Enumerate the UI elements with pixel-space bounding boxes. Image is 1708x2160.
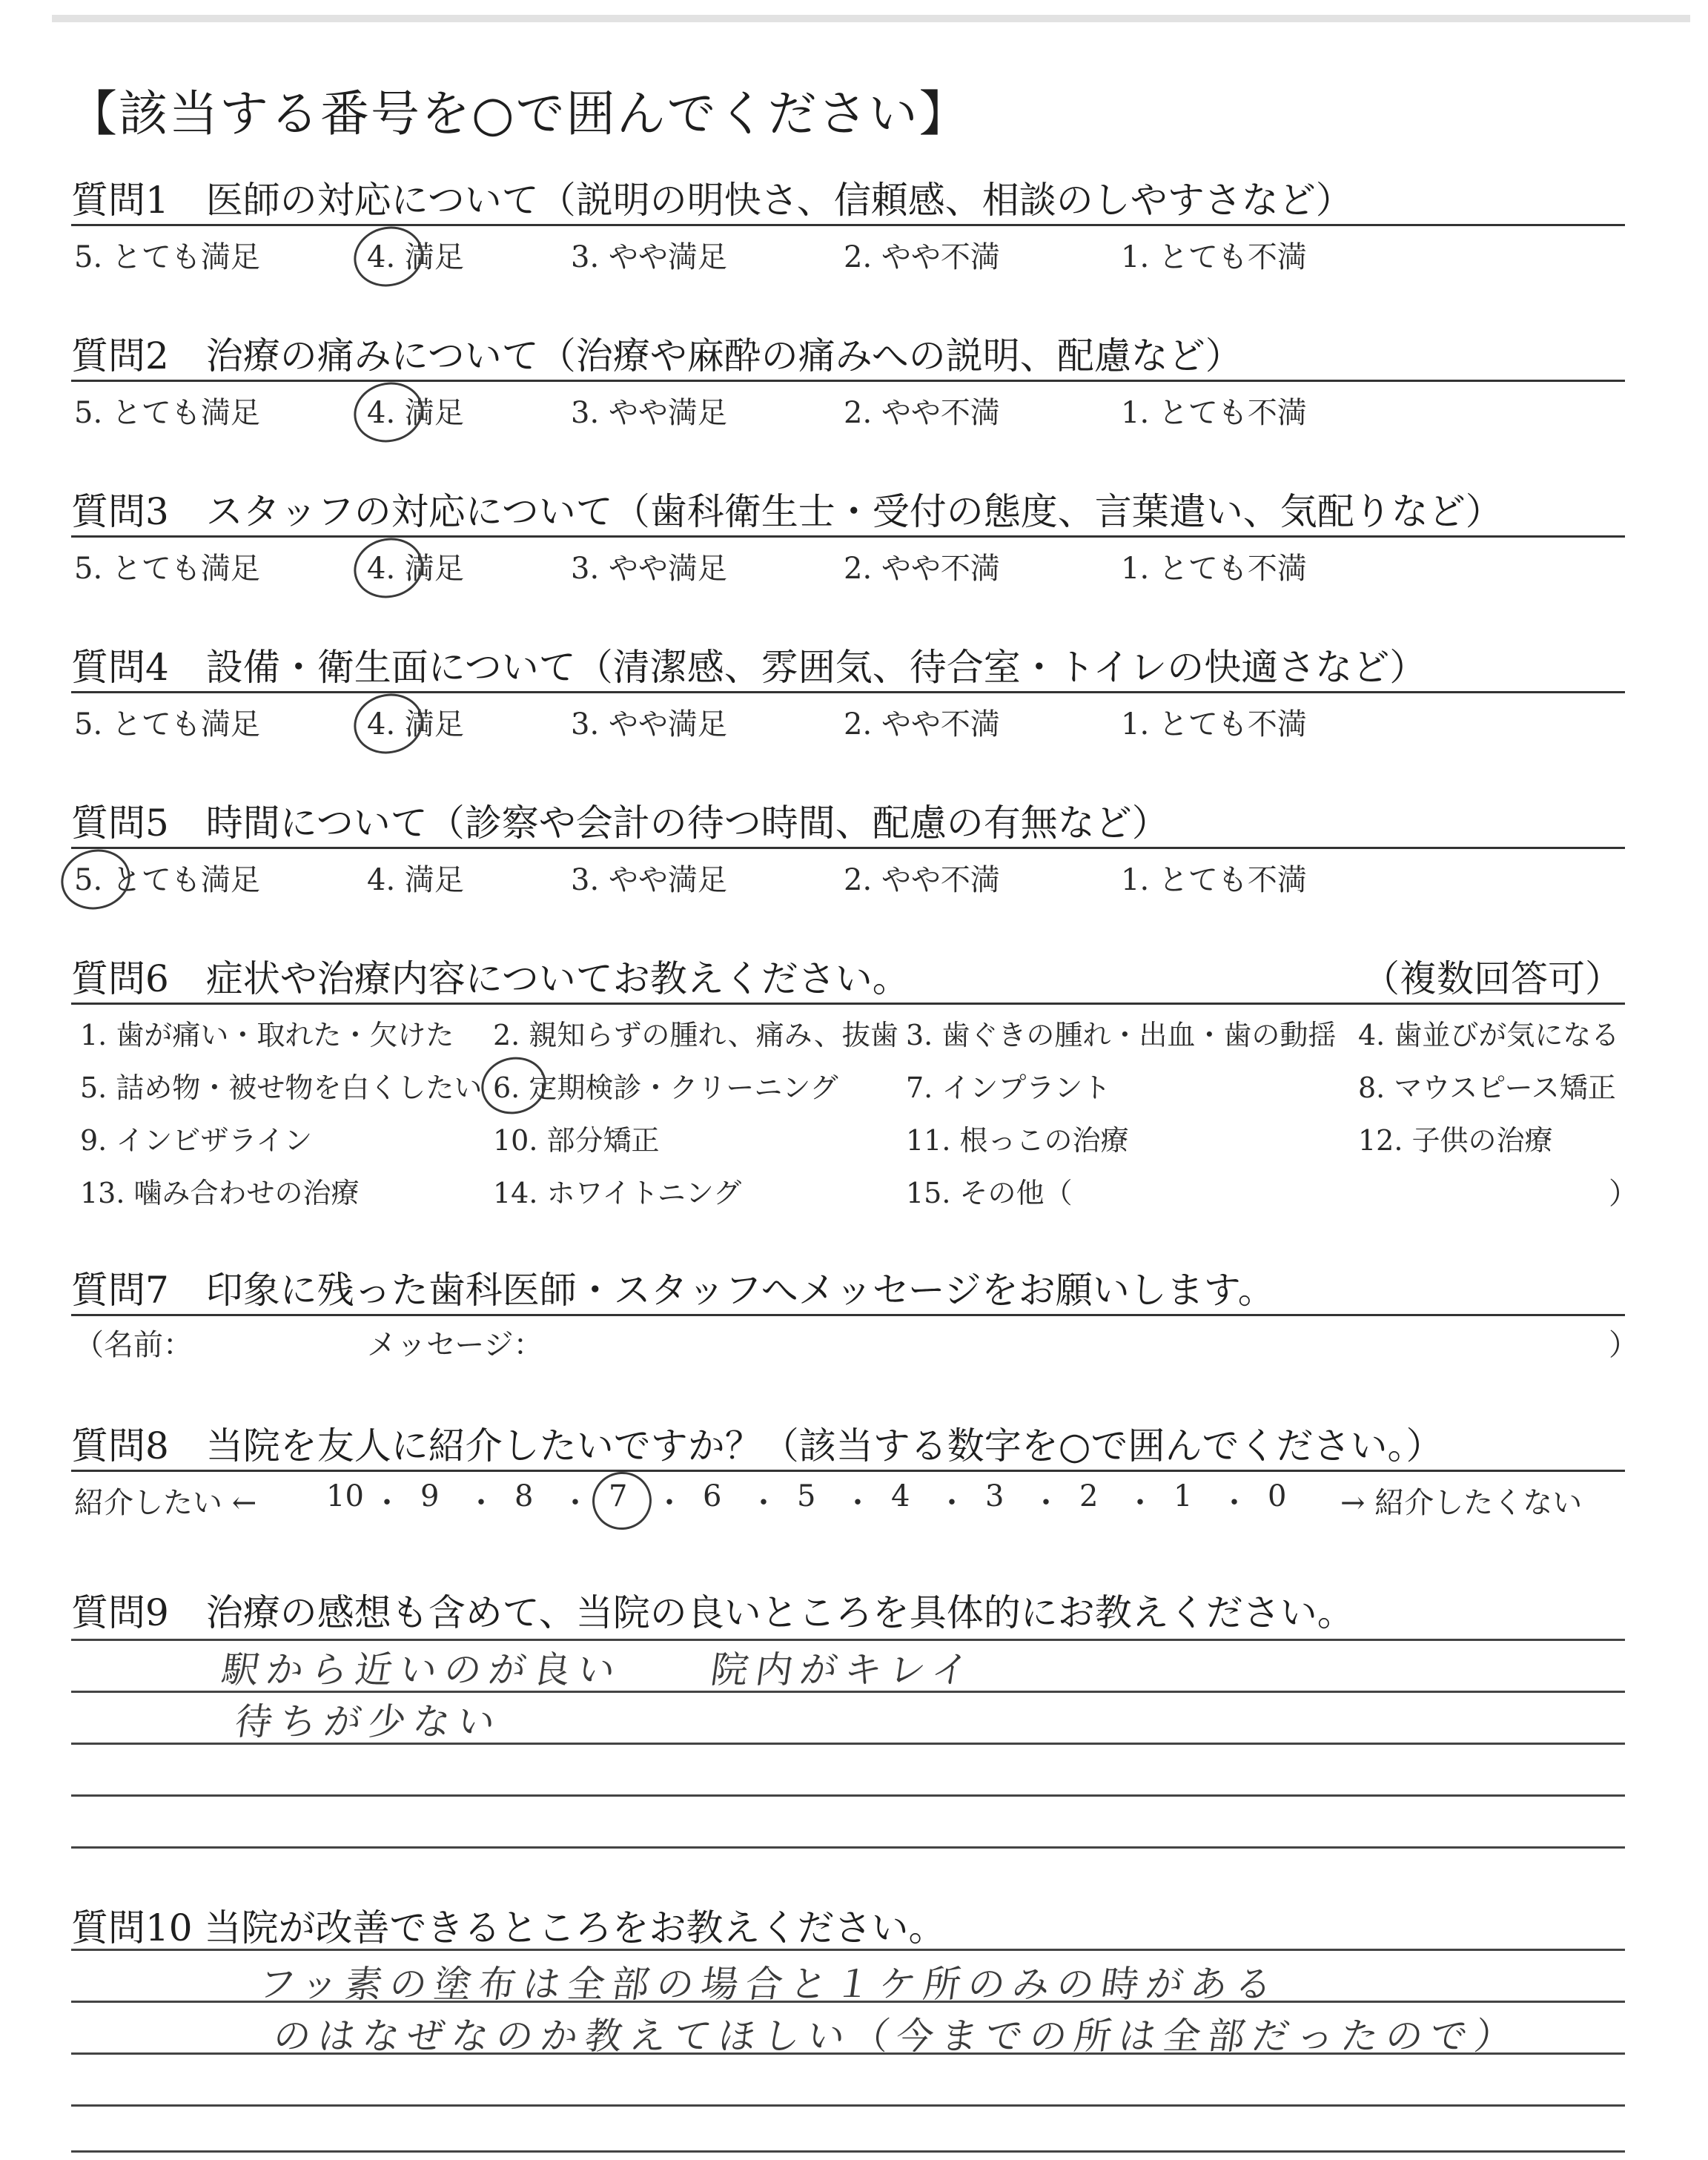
q8-separator: ・ [749, 1486, 778, 1520]
q2-selected-circle [348, 375, 430, 449]
q3-selected-circle [348, 531, 430, 605]
q6-selected-circle-6 [475, 1050, 552, 1120]
q6-item-14[interactable]: 14. ホワイトニング [493, 1177, 742, 1209]
q9-writing-line-5 [71, 1846, 1625, 1849]
q7-message-label: メッセージ： [367, 1328, 543, 1362]
q10-writing-line-1 [71, 1949, 1625, 1951]
q9-handwritten-answer-1[interactable]: 駅から近いのが良い 院内がキレイ [219, 1648, 979, 1691]
q8-scale-10[interactable]: 10 [326, 1479, 364, 1513]
question-2-heading: 質問2 治療の痛みについて（治療や麻酔の痛みへの説明、配慮など） [71, 334, 1242, 377]
q3-option-4[interactable]: 4. 満足 [367, 552, 464, 586]
q1-option-2[interactable]: 2. やや不満 [844, 240, 1000, 274]
q5-selected-circle [55, 842, 137, 916]
q2-option-2[interactable]: 2. やや不満 [844, 396, 1000, 430]
q6-item-5[interactable]: 5. 詰め物・被せ物を白くしたい [80, 1071, 483, 1104]
question-6-note: （複数回答可） [1363, 957, 1622, 1000]
q5-option-1[interactable]: 1. とても不満 [1121, 863, 1307, 897]
question-3-heading: 質問3 スタッフの対応について（歯科衛生士・受付の態度、言葉遣い、気配りなど） [71, 490, 1503, 533]
q2-option-1[interactable]: 1. とても不満 [1121, 396, 1307, 430]
q8-scale-6[interactable]: 6 [703, 1479, 722, 1513]
q8-separator: ・ [1125, 1486, 1155, 1520]
question-1-heading: 質問1 医師の対応について（説明の明快さ、信頼感、相談のしやすさなど） [71, 179, 1353, 222]
q4-option-5[interactable]: 5. とても満足 [74, 707, 260, 742]
q8-scale-7[interactable]: 7 [609, 1479, 628, 1513]
q4-selected-circle [348, 687, 430, 761]
question-10-heading: 質問10 当院が改善できるところをお教えください。 [71, 1906, 946, 1949]
question-4-rule [71, 691, 1625, 693]
q2-option-3[interactable]: 3. やや満足 [571, 396, 727, 430]
scan-top-edge [52, 15, 1690, 22]
q10-writing-line-5 [71, 2150, 1625, 2153]
question-7-heading: 質問7 印象に残った歯科医師・スタッフへメッセージをお願いします。 [71, 1269, 1275, 1312]
question-9-heading: 質問9 治療の感想も含めて、当院の良いところを具体的にお教えください。 [71, 1591, 1354, 1634]
question-6-rule [71, 1003, 1625, 1005]
question-7-rule [71, 1314, 1625, 1316]
q6-item-11[interactable]: 11. 根っこの治療 [906, 1124, 1129, 1157]
q6-item-7[interactable]: 7. インプラント [906, 1071, 1111, 1104]
q6-item-1[interactable]: 1. 歯が痛い・取れた・欠けた [80, 1019, 454, 1051]
q5-option-2[interactable]: 2. やや不満 [844, 863, 1000, 897]
q1-option-1[interactable]: 1. とても不満 [1121, 240, 1307, 274]
q6-item-2[interactable]: 2. 親知らずの腫れ、痛み、抜歯 [493, 1019, 898, 1051]
q1-option-3[interactable]: 3. やや満足 [571, 240, 727, 274]
q6-other-close-paren: ） [1609, 1177, 1638, 1211]
q6-item-12[interactable]: 12. 子供の治療 [1358, 1124, 1553, 1157]
q4-option-3[interactable]: 3. やや満足 [571, 707, 727, 742]
q8-separator: ・ [466, 1486, 496, 1520]
q5-option-4[interactable]: 4. 満足 [367, 863, 464, 897]
q8-scale-4[interactable]: 4 [891, 1479, 910, 1513]
page-title: 【該当する番号を○で囲んでください】 [68, 85, 970, 142]
question-8-heading: 質問8 当院を友人に紹介したいですか？（該当する数字を○で囲んでください。） [71, 1424, 1443, 1467]
q6-item-15[interactable]: 15. その他（ [906, 1177, 1073, 1209]
q6-item-6[interactable]: 6. 定期検診・クリーニング [493, 1071, 838, 1104]
q4-option-4[interactable]: 4. 満足 [367, 707, 464, 742]
q8-left-label: 紹介したい ← [74, 1486, 257, 1520]
q9-writing-line-4 [71, 1794, 1625, 1797]
q1-option-5[interactable]: 5. とても満足 [74, 240, 260, 274]
q10-writing-line-4 [71, 2104, 1625, 2107]
q8-scale-5[interactable]: 5 [797, 1479, 816, 1513]
q7-close-paren: ） [1609, 1328, 1638, 1362]
q6-item-9[interactable]: 9. インビザライン [80, 1124, 313, 1157]
question-5-rule [71, 847, 1625, 849]
q6-item-10[interactable]: 10. 部分矯正 [493, 1124, 660, 1157]
q8-scale-0[interactable]: 0 [1268, 1479, 1287, 1513]
q8-scale-3[interactable]: 3 [985, 1479, 1004, 1513]
q4-option-1[interactable]: 1. とても不満 [1121, 707, 1307, 742]
q8-scale-9[interactable]: 9 [420, 1479, 440, 1513]
q3-option-2[interactable]: 2. やや不満 [844, 552, 1000, 586]
q3-option-1[interactable]: 1. とても不満 [1121, 552, 1307, 586]
question-3-rule [71, 535, 1625, 538]
question-6-heading: 質問6 症状や治療内容についてお教えください。 [71, 957, 910, 1000]
question-5-heading: 質問5 時間について（診察や会計の待つ時間、配慮の有無など） [71, 802, 1169, 845]
q1-selected-circle [348, 219, 430, 294]
q7-name-label: （名前： [74, 1328, 193, 1362]
q8-separator: ・ [655, 1486, 684, 1520]
q8-separator: ・ [560, 1486, 590, 1520]
question-8-rule [71, 1470, 1625, 1472]
q8-separator: ・ [937, 1486, 967, 1520]
q8-separator: ・ [1031, 1486, 1061, 1520]
q6-item-4[interactable]: 4. 歯並びが気になる [1358, 1019, 1620, 1051]
q6-item-13[interactable]: 13. 噛み合わせの治療 [80, 1177, 360, 1209]
question-1-rule [71, 224, 1625, 226]
q5-option-5[interactable]: 5. とても満足 [74, 863, 260, 897]
q8-selected-circle [586, 1465, 658, 1536]
q3-option-5[interactable]: 5. とても満足 [74, 552, 260, 586]
q8-scale-1[interactable]: 1 [1174, 1479, 1193, 1513]
question-2-rule [71, 380, 1625, 382]
q3-option-3[interactable]: 3. やや満足 [571, 552, 727, 586]
question-4-heading: 質問4 設備・衛生面について（清潔感、雰囲気、待合室・トイレの快適さなど） [71, 646, 1427, 689]
q8-separator: ・ [372, 1486, 402, 1520]
q6-item-8[interactable]: 8. マウスピース矯正 [1358, 1071, 1616, 1104]
q10-handwritten-answer-2[interactable]: のはなぜなのか教えてほしい（今までの所は全部だったので） [271, 2015, 1523, 2058]
q8-separator: ・ [843, 1486, 873, 1520]
q8-scale-2[interactable]: 2 [1079, 1479, 1099, 1513]
q6-item-3[interactable]: 3. 歯ぐきの腫れ・出血・歯の動揺 [906, 1019, 1337, 1051]
q4-option-2[interactable]: 2. やや不満 [844, 707, 1000, 742]
q1-option-4[interactable]: 4. 満足 [367, 240, 464, 274]
q8-right-label: → 紹介したくない [1340, 1486, 1583, 1520]
q2-option-5[interactable]: 5. とても満足 [74, 396, 260, 430]
q10-handwritten-answer-1[interactable]: フッ素の塗布は全部の場合と１ケ所のみの時がある [256, 1963, 1283, 2006]
q8-scale-8[interactable]: 8 [514, 1479, 534, 1513]
q9-handwritten-answer-2[interactable]: 待ちが少ない [232, 1700, 506, 1743]
q2-option-4[interactable]: 4. 満足 [367, 396, 464, 430]
q5-option-3[interactable]: 3. やや満足 [571, 863, 727, 897]
q8-separator: ・ [1219, 1486, 1249, 1520]
